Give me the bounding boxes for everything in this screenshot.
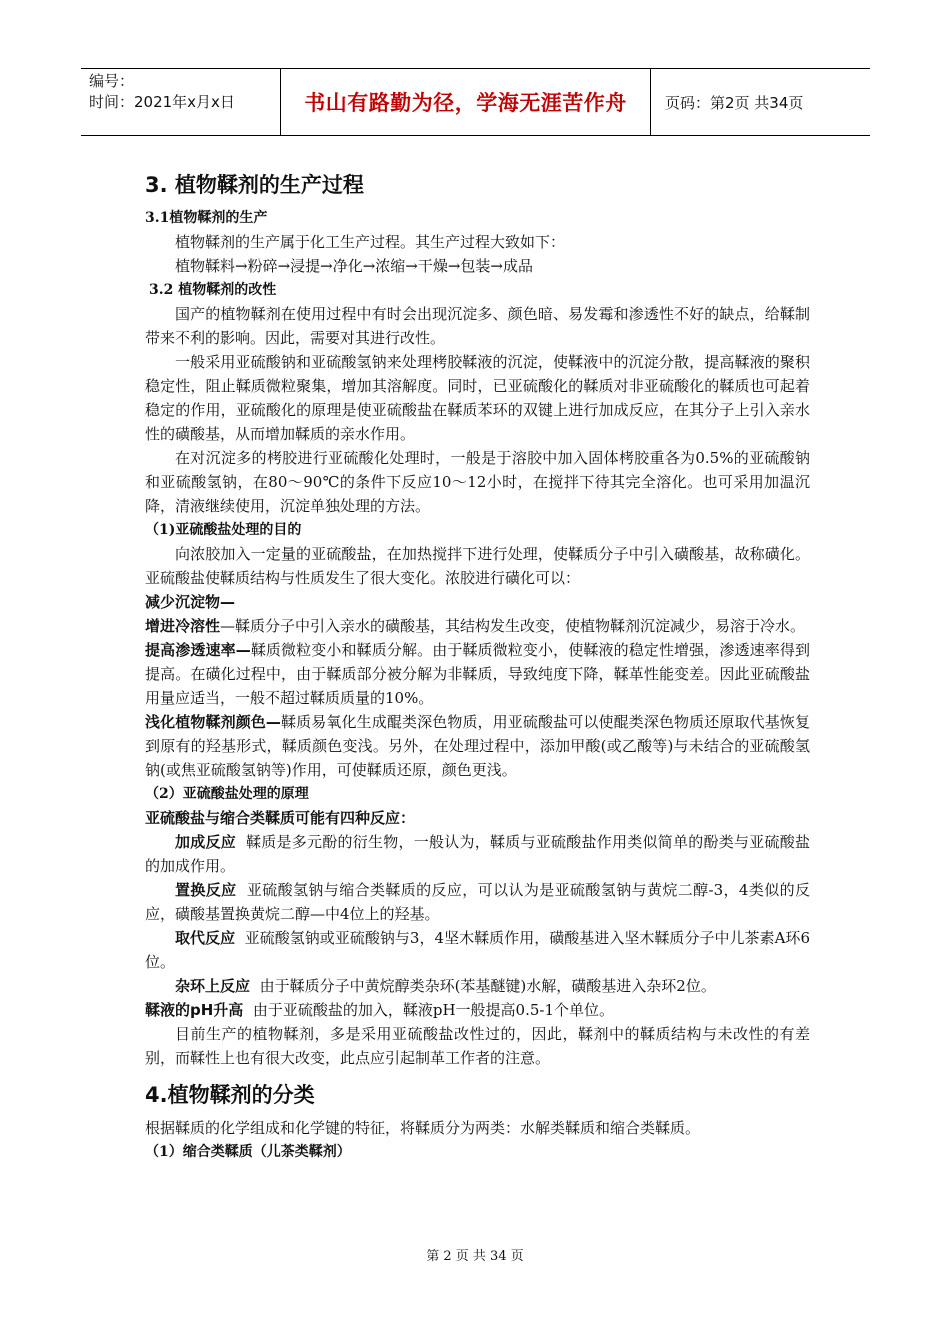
- cold-solubility-paragraph: [145, 614, 810, 638]
- paragraph: 根据鞣质的化学组成和化学键的特征，将鞣质分为两类：水解类鞣质和缩合类鞣质。: [145, 1119, 701, 1137]
- addition-reaction-paragraph: [145, 830, 810, 878]
- section-4-title: 4.植物鞣剂的分类: [145, 1083, 315, 1107]
- term-label: 浅化植物鞣剂颜色—: [145, 713, 281, 731]
- term-label: 鞣液的pH升高: [145, 1001, 244, 1019]
- term-text: 鞣质易氧化生成醌类深色物质，用亚硫酸盐可以使醌类深色物质还原取代基恢复到原有的羟基形式，鞣质颜色变浅。另外，在处理过程中，添加甲酸(或乙酸等)与未结合的亚硫酸氢钠(或焦亚硫酸氢钠等)作用，可使鞣质还原，颜色更浅。: [145, 713, 810, 779]
- paragraph: 一般采用亚硫酸钠和亚硫酸氢钠来处理栲胶鞣液的沉淀，使鞣液中的沉淀分散，提高鞣液的聚积稳定性，阻止鞣质微粒聚集，增加其溶解度。同时，已亚硫酸化的鞣质对非亚硫酸化的鞣质也可起着稳定的作用，亚硫酸化的原理是使亚硫酸盐在鞣质苯环的双键上进行加成反应，在其分子上引入亲水性的磺酸基，从而增加鞣质的亲水作用。: [145, 353, 810, 443]
- paragraph: 国产的植物鞣剂在使用过程中有时会出现沉淀多、颜色暗、易发霉和渗透性不好的缺点，给鞣制带来不利的影响。因此，需要对其进行改性。: [145, 305, 810, 347]
- heterocycle-reaction-paragraph: [145, 974, 810, 998]
- process-flow: 植物鞣料→粉碎→浸提→净化→浓缩→干燥→包装→成品: [175, 257, 533, 275]
- term-label: 减少沉淀物—: [145, 593, 236, 611]
- paragraph: 目前生产的植物鞣剂，多是采用亚硫酸盐改性过的，因此，鞣剂中的鞣质结构与未改性的有差别，而鞣性上也有很大改变，此点应引起制革工作者的注意。: [145, 1025, 810, 1067]
- term-label: 杂环上反应: [175, 977, 251, 995]
- term-text: —鞣质分子中引入亲水的磺酸基，其结构发生改变，使植物鞣剂沉淀减少，易溶于冷水。: [220, 617, 806, 635]
- term-label: 置换反应: [175, 881, 237, 899]
- paragraph: 植物鞣剂的生产属于化工生产过程。其生产过程大致如下：: [175, 233, 566, 251]
- page-footer: 第 2 页 共 34 页: [426, 1249, 524, 1264]
- term-text: 鞣质是多元酚的衍生物，一般认为，鞣质与亚硫酸盐作用类似简单的酚类与亚硫酸盐的加成作用。: [145, 833, 810, 875]
- paragraph: 在对沉淀多的栲胶进行亚硫酸化处理时，一般是于溶胶中加入固体栲胶重各为0.5%的亚硫酸钠和亚硫酸氢钠，在80～90℃的条件下反应10～12小时，在搅拌下待其完全溶化。也可采用加温沉降，清液继续使用，沉淀单独处理的方法。: [145, 449, 810, 515]
- term-text: 由于亚硫酸盐的加入，鞣液pH一般提高0.5-1个单位。: [252, 1001, 614, 1019]
- term-label: 加成反应: [175, 833, 236, 851]
- permeation-paragraph: [145, 638, 810, 710]
- term-text: 鞣质微粒变小和鞣质分解。由于鞣质微粒变小，使鞣液的稳定性增强，渗透速率得到提高。在磺化过程中，由于鞣质部分被分解为非鞣质，导致纯度下降，鞣革性能变差。因此亚硫酸盐用量应适当，一般不超过鞣质质量的10%。: [145, 641, 810, 707]
- header-meta: [81, 69, 281, 135]
- term-text: 亚硫酸氢钠或亚硫酸钠与3，4坚木鞣质作用，磺酸基进入坚木鞣质分子中儿茶素A环6位。: [145, 929, 810, 971]
- ph-paragraph: [145, 998, 810, 1022]
- replacement-reaction-paragraph: [145, 878, 810, 926]
- term-text: 由于鞣质分子中黄烷醇类杂环(苯基醚键)水解，磺酸基进入杂环2位。: [259, 977, 716, 995]
- substitution-reaction-paragraph: [145, 926, 810, 974]
- document-date-label: 时间：2021年x月x日: [89, 93, 235, 111]
- term-text: 亚硫酸氢钠与缩合类鞣质的反应，可以认为是亚硫酸氢钠与黄烷二醇-3，4类似的反应，磺酸基置换黄烷二醇—中4位上的羟基。: [145, 881, 810, 923]
- section-3-1-title: 3.1植物鞣剂的生产: [145, 210, 268, 226]
- section-3-title: 3. 植物鞣剂的生产过程: [145, 173, 364, 197]
- section-4-sub1: （1）缩合类鞣质（儿茶类鞣剂）: [145, 1144, 351, 1160]
- term-label: 取代反应: [175, 929, 236, 947]
- four-reactions-heading: 亚硫酸盐与缩合类鞣质可能有四种反应：: [145, 809, 416, 827]
- header-motto: 书山有路勤为径，学海无涯苦作舟: [281, 69, 651, 135]
- section-3-2-title: 3.2 植物鞣剂的改性: [149, 282, 277, 298]
- page-header: [81, 68, 870, 136]
- header-page-info: 页码：第2页 共34页: [665, 93, 804, 112]
- purpose-heading: （1)亚硫酸盐处理的目的: [145, 522, 302, 538]
- paragraph: 向浓胶加入一定量的亚硫酸盐，在加热搅拌下进行处理，使鞣质分子中引入磺酸基，故称磺化。亚硫酸盐使鞣质结构与性质发生了很大变化。浓胶进行磺化可以：: [145, 545, 810, 587]
- color-paragraph: [145, 710, 810, 782]
- document-body: [145, 170, 810, 1164]
- reduce-precipitate-line: [145, 590, 810, 614]
- term-label: 增进冷溶性: [145, 617, 221, 635]
- document-number-label: 编号：: [89, 72, 135, 90]
- term-label: 提高渗透速率—: [145, 641, 251, 659]
- principle-heading: （2）亚硫酸盐处理的原理: [145, 786, 309, 802]
